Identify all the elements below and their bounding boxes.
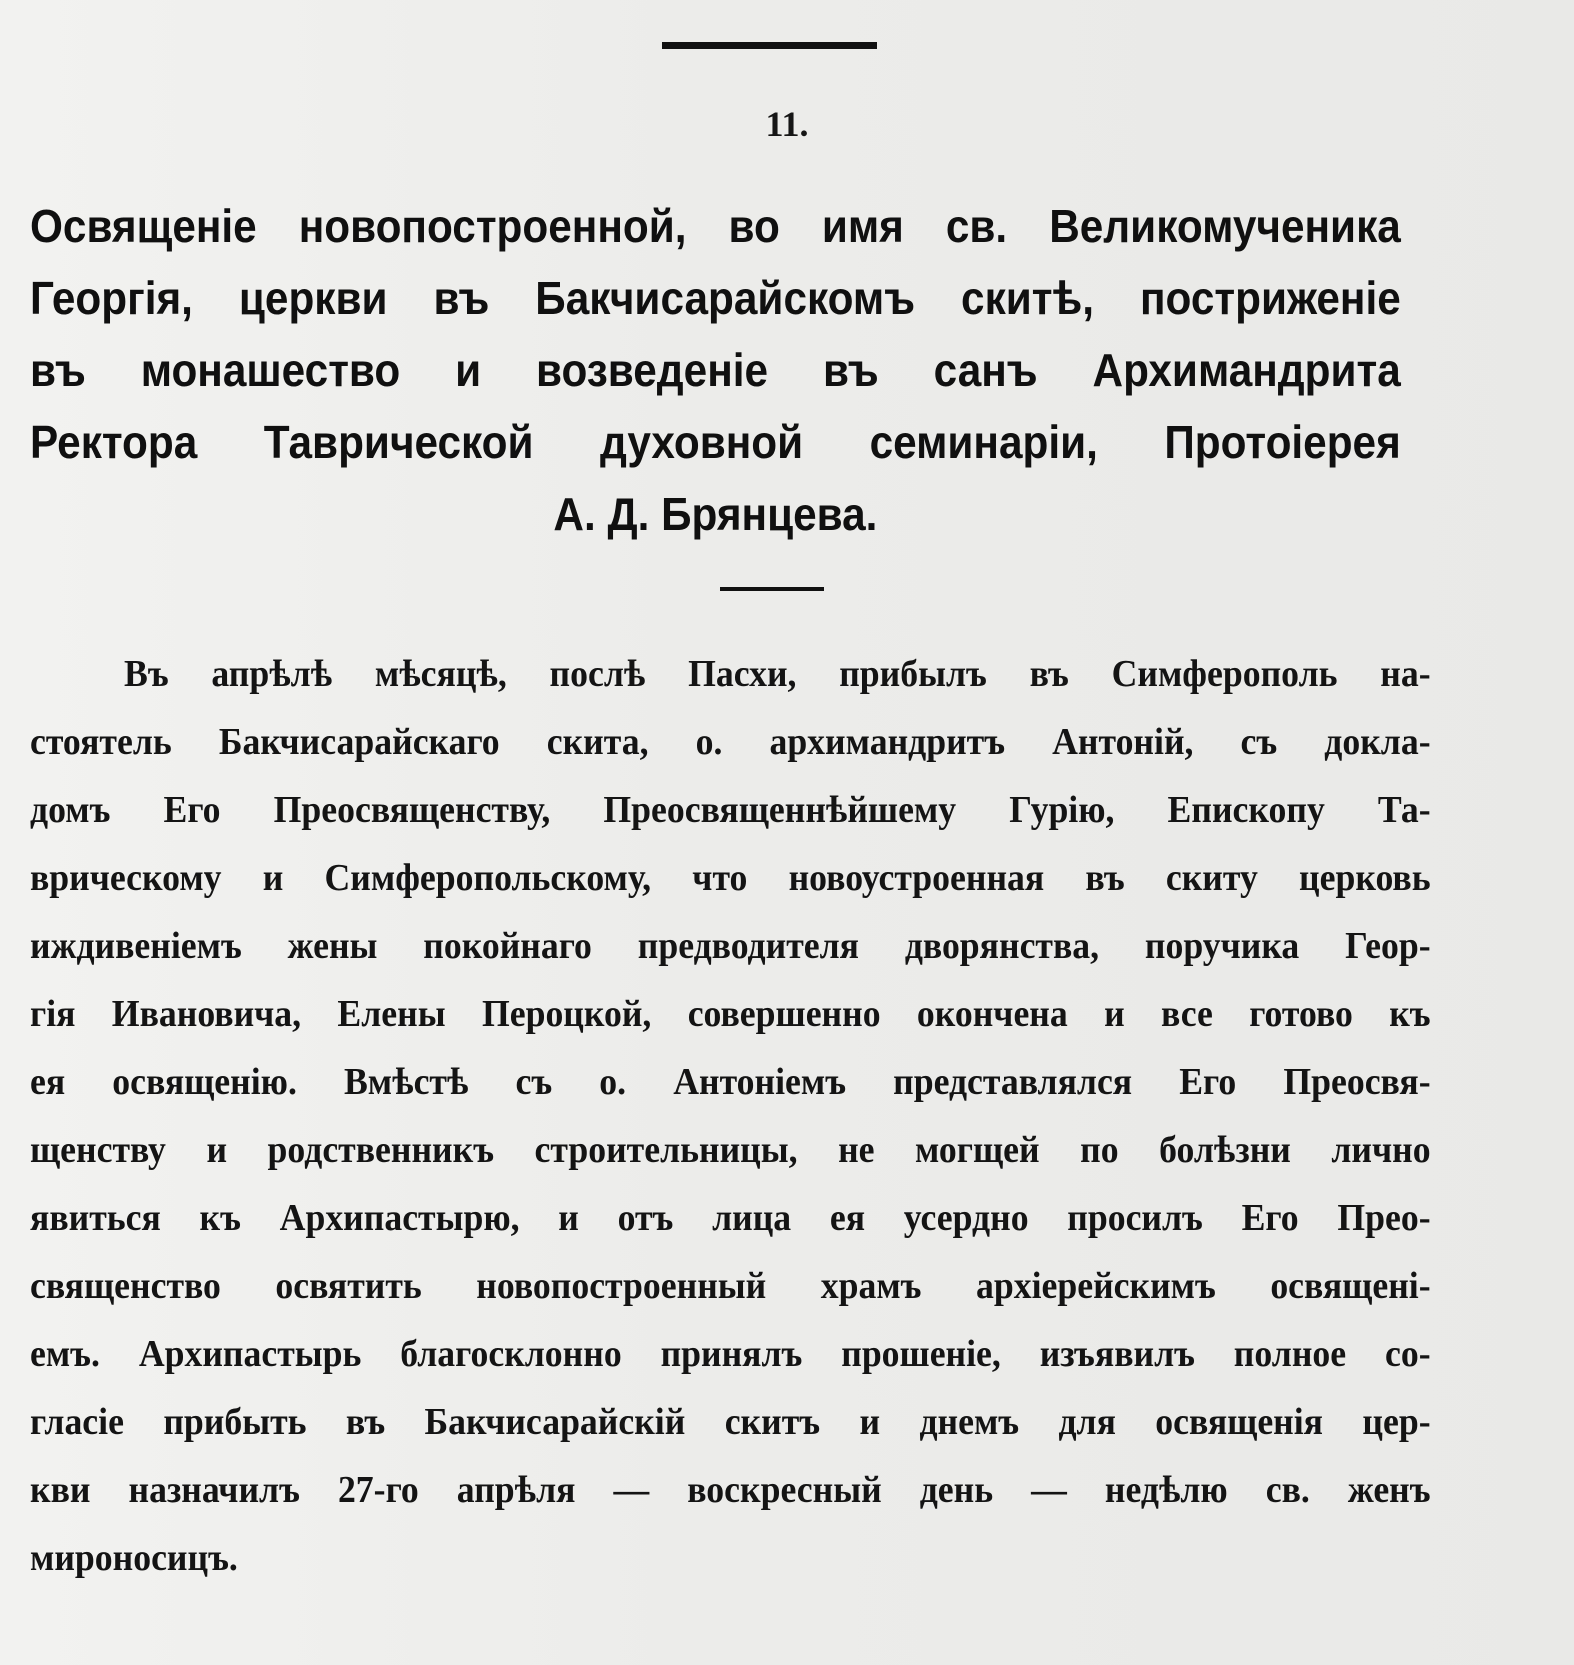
body-line: явиться къ Архипастырю, и отъ лица ея усердно просилъ Его Прео- [30,1197,1431,1239]
body-line: гласіе прибыть въ Бакчисарайскій скитъ и днемъ для освященія цер- [30,1401,1431,1443]
article-body [30,640,1431,1592]
body-line: ея освященію. Вмѣстѣ съ о. Антоніемъ представлялся Его Преосвя- [30,1061,1431,1103]
section-number: 11. [765,104,809,144]
body-line: стоятель Бакчисарайскаго скита, о. архимандритъ Антоній, съ докла- [30,721,1431,763]
body-line: кви назначилъ 27-го апрѣля — воскресный день — недѣлю св. женъ [30,1469,1431,1511]
body-line: Въ апрѣлѣ мѣсяцѣ, послѣ Пасхи, прибылъ въ Симферополь на- [124,653,1431,695]
body-line: врическому и Симферопольскому, что новоустроенная въ скиту церковь [30,857,1431,899]
title-line: А. Д. Брянцева. [553,488,878,540]
title-line: Освященіе новопостроенной, во имя св. Великомученика [30,200,1401,252]
body-line: иждивеніемъ жены покойнаго предводителя дворянства, поручика Геор- [30,925,1431,967]
separator-rule [720,587,824,591]
body-line: священство освятить новопостроенный храмъ архіерейскимъ освящені- [30,1265,1431,1307]
body-line: домъ Его Преосвященству, Преосвященнѣйшему Гурію, Епископу Та- [30,789,1431,831]
title-line: въ монашество и возведеніе въ санъ Архимандрита [30,344,1401,396]
body-line: щенству и родственникъ строительницы, не могщей по болѣзни лично [30,1129,1431,1171]
body-line: мироносицъ. [30,1537,238,1579]
title-line: Георгія, церкви въ Бакчисарайскомъ скитѣ, постриженіе [30,272,1401,324]
body-line: емъ. Архипастырь благосклонно принялъ прошеніе, изъявилъ полное со- [30,1333,1431,1375]
article-title [30,190,1401,550]
title-line: Ректора Таврической духовной семинаріи, Протоіерея [30,416,1401,468]
body-line: гія Ивановича, Елены Пероцкой, совершенно окончена и все готово къ [30,993,1431,1035]
top-rule [662,42,877,49]
